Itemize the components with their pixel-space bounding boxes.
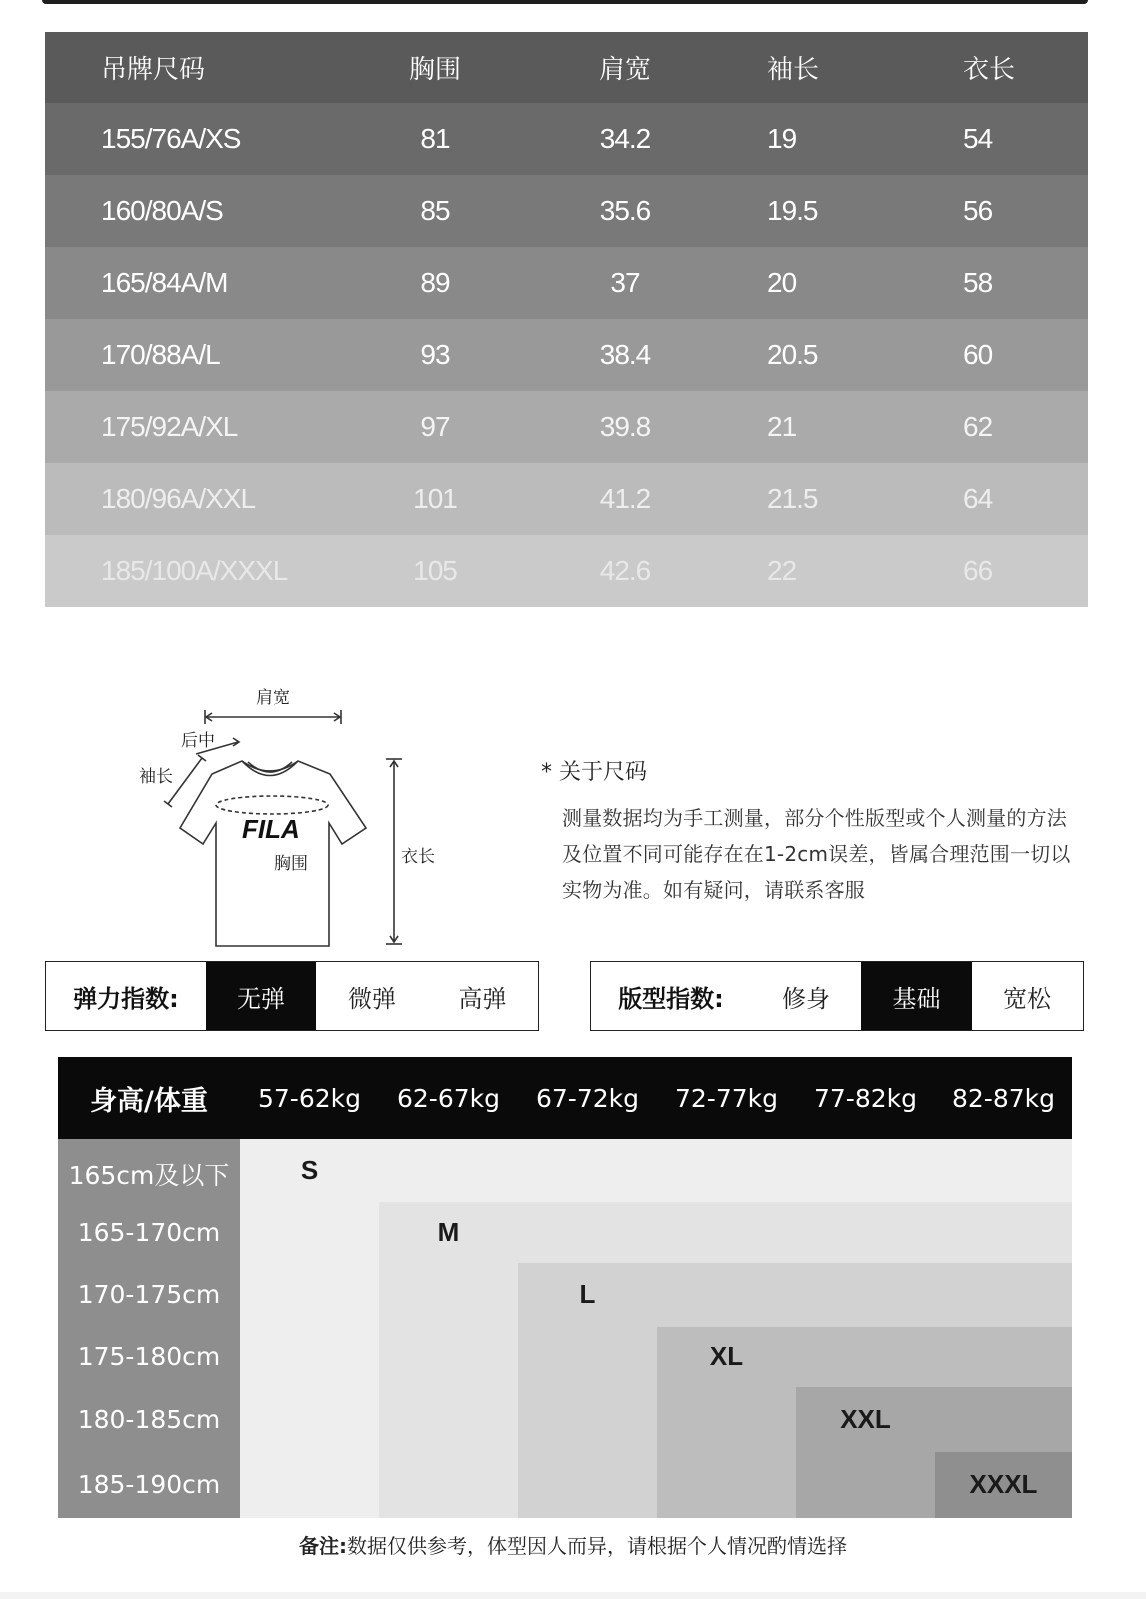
- shirt-measurement-diagram: [130, 678, 460, 960]
- size-table-cell: 20: [767, 267, 797, 298]
- hw-weight-header: 77-82kg: [814, 1083, 917, 1113]
- footnote-text: 数据仅供参考，体型因人而异，请根据个人情况酌情选择: [347, 1534, 847, 1558]
- elasticity-index: [45, 961, 539, 1031]
- hw-size-label: XXXL: [969, 1469, 1038, 1499]
- footnote-label: 备注:: [299, 1534, 347, 1558]
- size-note-title: * 关于尺码: [541, 760, 647, 785]
- hw-size-band: [796, 1452, 935, 1518]
- hw-height-label: 165cm及以下: [68, 1160, 230, 1190]
- hw-size-band: [657, 1387, 796, 1518]
- size-table-cell: 93: [420, 339, 450, 370]
- fit-label: 版型指数:: [618, 984, 724, 1013]
- size-table-header-cell: 胸围: [408, 55, 461, 85]
- hw-height-column: [58, 1139, 240, 1518]
- size-table-row: [45, 175, 1088, 247]
- size-table-row: [45, 463, 1088, 535]
- size-table-cell: 101: [413, 483, 457, 514]
- size-table-cell: 21: [767, 411, 797, 442]
- size-table-cell: 21.5: [767, 483, 818, 514]
- size-table-header: [45, 32, 1088, 103]
- chest-label: 胸围: [274, 854, 308, 874]
- size-table-cell: 89: [420, 267, 450, 298]
- hw-height-label: 175-180cm: [77, 1342, 221, 1371]
- hw-height-label: 185-190cm: [77, 1470, 221, 1499]
- size-table-row: [45, 319, 1088, 391]
- size-table-cell: 22: [767, 555, 797, 586]
- elasticity-option-high: 高弹: [458, 984, 507, 1013]
- size-table-row: [45, 535, 1088, 607]
- shoulder-label: 肩宽: [256, 688, 290, 708]
- hw-size-band: [518, 1327, 657, 1518]
- size-table-cell: 60: [963, 339, 993, 370]
- size-table-cell: 58: [963, 267, 993, 298]
- size-table-cell: 19: [767, 123, 797, 154]
- height-weight-chart: [58, 1057, 1072, 1518]
- hw-title: 身高/体重: [90, 1085, 208, 1117]
- hw-weight-header: 62-67kg: [397, 1083, 500, 1113]
- size-table-header-cell: 吊牌尺码: [101, 55, 206, 85]
- size-table-cell: 155/76A/XS: [101, 123, 241, 154]
- size-table-cell: 180/96A/XXL: [101, 483, 256, 514]
- tshirt-icon: [130, 678, 460, 960]
- size-table-cell: 97: [420, 411, 450, 442]
- back-center-label: 后中: [181, 731, 215, 751]
- size-table-header-cell: 肩宽: [598, 55, 651, 85]
- size-table-cell: 42.6: [599, 555, 651, 586]
- hw-size-band: [240, 1202, 379, 1518]
- size-table-cell: 185/100A/XXXL: [101, 555, 288, 586]
- size-table-cell: 165/84A/M: [101, 267, 228, 298]
- hw-height-label: 180-185cm: [77, 1404, 221, 1434]
- size-table-cell: 37: [610, 267, 640, 298]
- size-table-row: [45, 103, 1088, 175]
- size-table-cell: 35.6: [599, 195, 651, 226]
- sleeve-label: 袖长: [139, 767, 173, 787]
- size-table-cell: 175/92A/XL: [101, 411, 238, 442]
- length-label: 衣长: [401, 847, 435, 867]
- footnote: [0, 1530, 1146, 1559]
- size-note: [541, 755, 1081, 908]
- hw-weight-header: 57-62kg: [258, 1083, 361, 1113]
- size-table-cell: 54: [963, 123, 993, 154]
- fit-option-loose: 宽松: [1003, 984, 1051, 1013]
- hw-height-label: 170-175cm: [77, 1280, 221, 1309]
- size-table-cell: 64: [963, 483, 993, 514]
- size-table-cell: 66: [963, 555, 993, 586]
- hw-size-label: M: [437, 1216, 460, 1247]
- size-table-header-cell: 衣长: [963, 55, 1016, 85]
- hw-size-label: L: [579, 1279, 596, 1309]
- size-table: [45, 32, 1088, 607]
- elasticity-option-slight: 微弹: [348, 984, 396, 1013]
- hw-size-band: [379, 1263, 518, 1518]
- bottom-edge: [0, 1592, 1146, 1599]
- hw-weight-header: 82-87kg: [952, 1083, 1055, 1113]
- size-note-body: 测量数据均为手工测量，部分个性版型或个人测量的方法及位置不同可能存在在1-2cm误差，皆属合理范围一切以实物为准。如有疑问，请联系客服: [562, 806, 1071, 902]
- size-table-cell: 34.2: [599, 123, 651, 154]
- size-table-header-cell: 袖长: [767, 55, 820, 85]
- size-table-cell: 160/80A/S: [101, 195, 223, 226]
- hw-size-label: XL: [709, 1341, 744, 1371]
- size-table-cell: 56: [963, 195, 993, 226]
- size-table-cell: 81: [420, 123, 450, 154]
- hw-header: [58, 1057, 1072, 1139]
- size-table-cell: 19.5: [767, 195, 818, 226]
- size-table-cell: 85: [420, 195, 450, 226]
- fit-option-regular: 基础: [861, 962, 972, 1030]
- size-table-cell: 105: [413, 555, 457, 586]
- size-table-cell: 20.5: [767, 339, 818, 370]
- brand-logo: FILA: [242, 814, 300, 844]
- elasticity-option-none: 无弹: [206, 962, 316, 1030]
- hw-size-label: XXL: [840, 1403, 891, 1434]
- size-table-row: [45, 247, 1088, 319]
- top-divider: [42, 0, 1088, 4]
- hw-weight-header: 72-77kg: [675, 1083, 778, 1113]
- hw-size-label: S: [300, 1154, 319, 1185]
- size-table-cell: 170/88A/L: [101, 339, 220, 370]
- size-table-cell: 39.8: [599, 411, 651, 442]
- hw-height-label: 165-170cm: [77, 1217, 221, 1247]
- size-table-row: [45, 391, 1088, 463]
- elasticity-label: 弹力指数:: [73, 984, 179, 1013]
- fit-option-slim: 修身: [782, 984, 830, 1013]
- size-table-cell: 62: [963, 411, 993, 442]
- size-table-cell: 41.2: [599, 483, 651, 514]
- hw-weight-header: 67-72kg: [536, 1083, 639, 1113]
- size-table-cell: 38.4: [599, 339, 651, 370]
- fit-index: [590, 961, 1084, 1031]
